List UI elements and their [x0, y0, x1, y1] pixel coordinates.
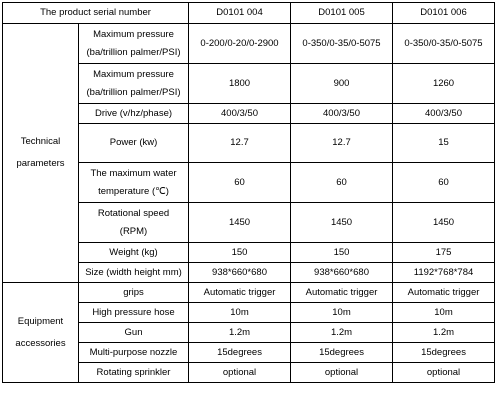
value-cell: 12.7	[291, 124, 393, 163]
parameter-label-line: Drive (v/hz/phase)	[94, 107, 173, 119]
parameter-label	[79, 64, 189, 104]
parameter-label-line: Multi-purpose nozzle	[89, 346, 178, 358]
value-cell: 1.2m	[189, 323, 291, 343]
parameter-label	[79, 124, 189, 163]
parameter-label	[79, 363, 189, 383]
parameter-label	[79, 203, 189, 243]
parameter-label-line: Gun	[124, 326, 143, 338]
value-cell: 150	[291, 243, 393, 263]
parameter-label-line: grips	[123, 286, 144, 298]
technical-parameters-group-line: Technical	[20, 136, 61, 147]
parameter-label	[79, 163, 189, 203]
value-cell: 1800	[189, 64, 291, 104]
value-cell: 400/3/50	[393, 104, 495, 124]
parameter-label	[79, 303, 189, 323]
parameter-label	[79, 283, 189, 303]
accessory-row	[3, 283, 495, 303]
equipment-accessories-group-line: Equipment	[17, 315, 64, 327]
specification-table	[2, 2, 495, 383]
technical-parameters-group	[3, 24, 79, 283]
value-cell: 150	[189, 243, 291, 263]
value-cell: Automatic trigger	[189, 283, 291, 303]
value-cell: 400/3/50	[189, 104, 291, 124]
value-cell: 15degrees	[291, 343, 393, 363]
header-row	[3, 3, 495, 24]
equipment-accessories-group	[3, 283, 79, 383]
value-cell: optional	[291, 363, 393, 383]
value-cell: 10m	[291, 303, 393, 323]
parameter-label	[79, 104, 189, 124]
value-cell: optional	[393, 363, 495, 383]
technical-row	[3, 24, 495, 64]
value-cell: 12.7	[189, 124, 291, 163]
value-cell: 0-350/0-35/0-5075	[393, 24, 495, 64]
technical-parameters-group-line: parameters	[16, 158, 65, 169]
value-cell: 900	[291, 64, 393, 104]
parameter-label-line: temperature (℃)	[98, 185, 169, 197]
model-006-header: D0101 006	[393, 3, 495, 24]
value-cell: optional	[189, 363, 291, 383]
value-cell: Automatic trigger	[393, 283, 495, 303]
value-cell: 1260	[393, 64, 495, 104]
value-cell: 1450	[291, 203, 393, 243]
parameter-label	[79, 243, 189, 263]
value-cell: 15degrees	[189, 343, 291, 363]
value-cell: 938*660*680	[189, 263, 291, 283]
parameter-label-line: (RPM)	[119, 225, 148, 237]
parameter-label-line: Size (width height mm)	[85, 266, 182, 278]
parameter-label-line: Power (kw)	[109, 137, 158, 148]
value-cell: 175	[393, 243, 495, 263]
value-cell: 400/3/50	[291, 104, 393, 124]
parameter-label-line: Maximum pressure	[93, 68, 174, 80]
value-cell: 1.2m	[291, 323, 393, 343]
value-cell: 1192*768*784	[393, 263, 495, 283]
serial-number-label: The product serial number	[3, 3, 189, 24]
parameter-label-line: (ba/trillion palmer/PSI)	[86, 86, 181, 98]
value-cell: 1450	[393, 203, 495, 243]
parameter-label-line: High pressure hose	[92, 306, 175, 318]
value-cell: 15	[393, 124, 495, 163]
value-cell: 60	[393, 163, 495, 203]
parameter-label	[79, 263, 189, 283]
equipment-accessories-group-line: accessories	[15, 337, 66, 349]
value-cell: 15degrees	[393, 343, 495, 363]
value-cell: 60	[291, 163, 393, 203]
parameter-label-line: Maximum pressure	[93, 28, 174, 40]
parameter-label-line: Rotational speed	[97, 207, 170, 219]
parameter-label-line: Rotating sprinkler	[96, 366, 171, 378]
parameter-label-line: The maximum water	[90, 167, 177, 179]
parameter-label-line: (ba/trillion palmer/PSI)	[86, 46, 181, 58]
value-cell: 10m	[393, 303, 495, 323]
model-004-header: D0101 004	[189, 3, 291, 24]
value-cell: 0-200/0-20/0-2900	[189, 24, 291, 64]
value-cell: 1.2m	[393, 323, 495, 343]
value-cell: 938*660*680	[291, 263, 393, 283]
value-cell: Automatic trigger	[291, 283, 393, 303]
parameter-label-line: Weight (kg)	[109, 246, 158, 258]
value-cell: 10m	[189, 303, 291, 323]
parameter-label	[79, 343, 189, 363]
value-cell: 60	[189, 163, 291, 203]
parameter-label	[79, 24, 189, 64]
model-005-header: D0101 005	[291, 3, 393, 24]
parameter-label	[79, 323, 189, 343]
value-cell: 0-350/0-35/0-5075	[291, 24, 393, 64]
value-cell: 1450	[189, 203, 291, 243]
